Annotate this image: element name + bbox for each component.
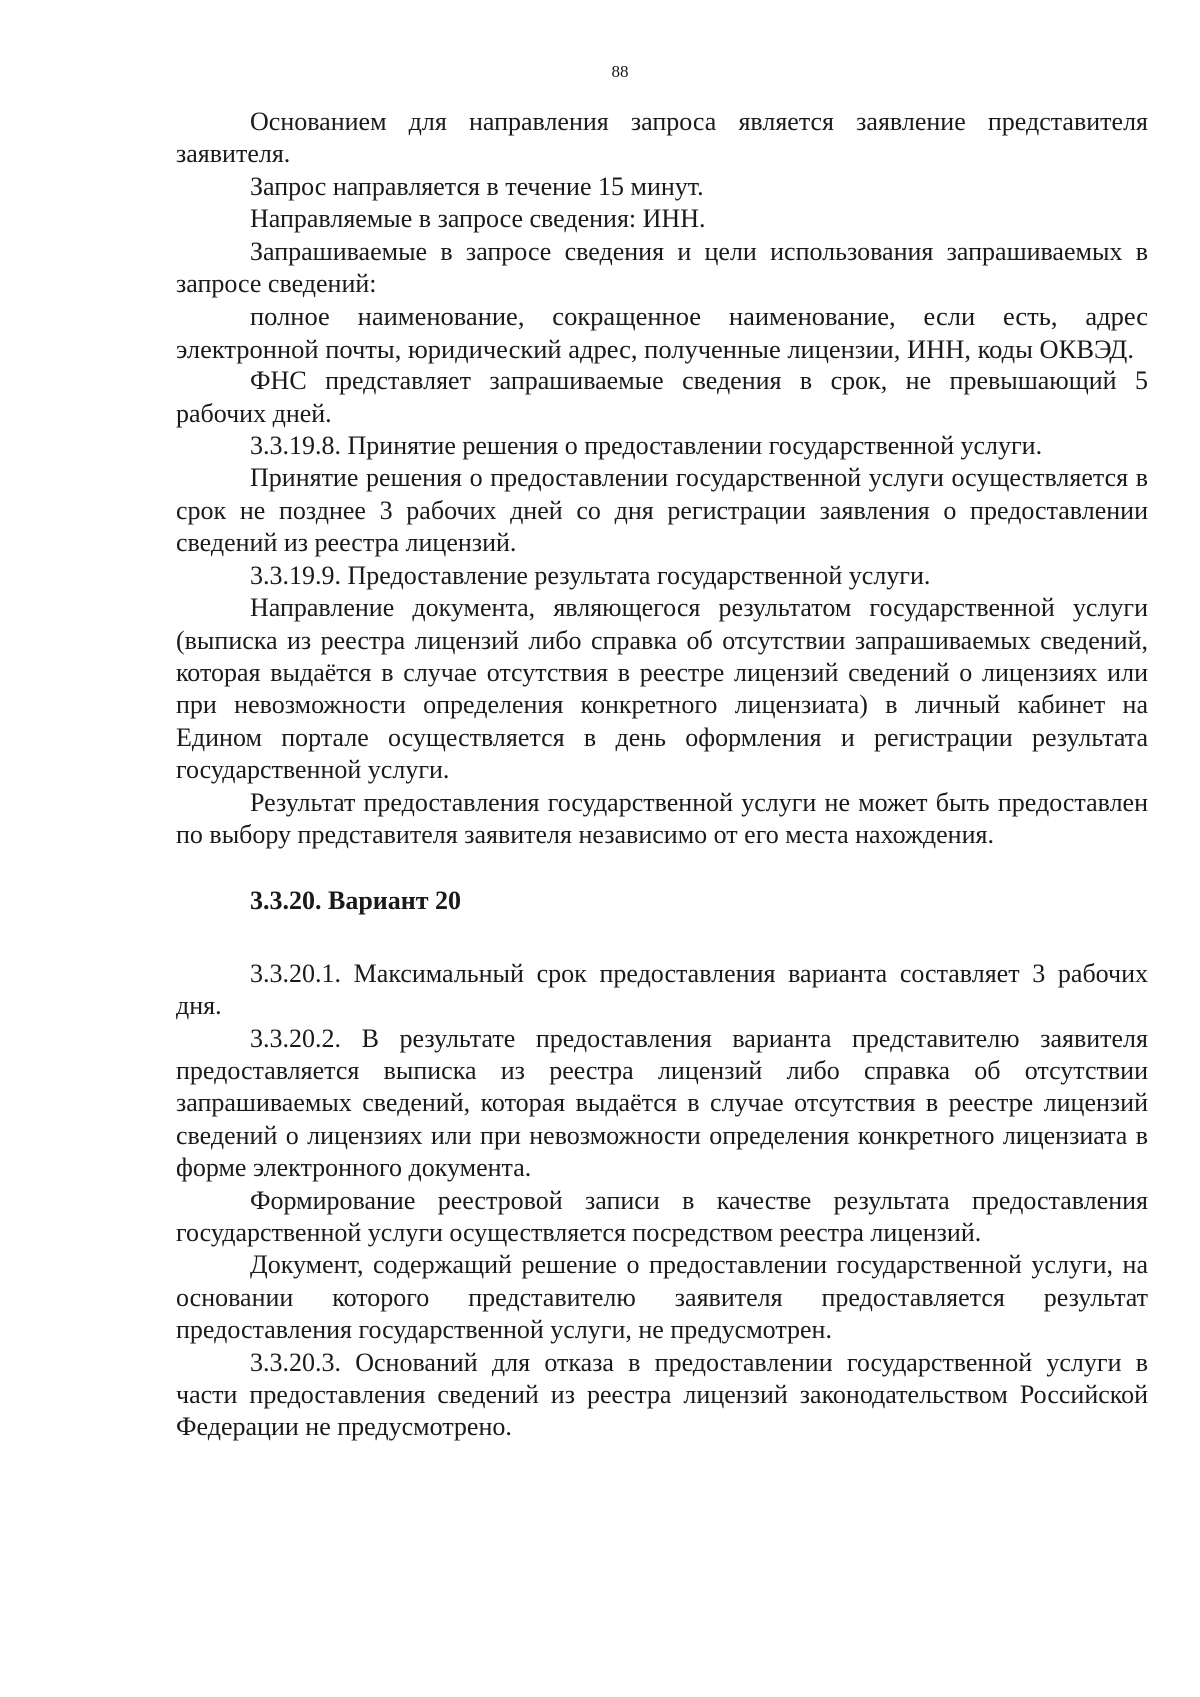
- paragraph: Запрос направляется в течение 15 минут.: [250, 171, 704, 201]
- paragraph: 3.3.20.1. Максимальный срок предоставления варианта составляет 3 рабочих дня.: [176, 958, 1148, 1021]
- paragraph: Направление документа, являющегося результатом государственной услуги (выписка из реестра лицензий либо справка об отсутствии запрашиваемых сведений, которая выдаётся в случае отсутствия в реестре лицензий сведений о лицензиях или при невозможности определения конкретного лицензиата) в личный кабинет на Едином портале осуществляется в день оформления и регистрации результата государственной услуги.: [176, 593, 1148, 785]
- paragraph: Основанием для направления запроса является заявление представителя заявителя.: [176, 107, 1148, 169]
- paragraph: ФНС представляет запрашиваемые сведения в срок, не превышающий 5 рабочих дней.: [176, 366, 1148, 428]
- paragraph: Принятие решения о предоставлении государственной услуги осуществляется в срок не позднее 3 рабочих дней со дня регистрации заявления о предоставлении сведений из реестра лицензий.: [176, 463, 1148, 558]
- paragraph: 3.3.20.3. Оснований для отказа в предоставлении государственной услуги в части предоставления сведений из реестра лицензий законодательством Российской Федерации не предусмотрено.: [176, 1347, 1148, 1442]
- paragraph: 3.3.19.9. Предоставление результата государственной услуги.: [250, 560, 931, 590]
- paragraph: Формирование реестровой записи в качестве результата предоставления государственной услуги осуществляется посредством реестра лицензий.: [176, 1185, 1148, 1247]
- page-number: 88: [611, 62, 629, 81]
- paragraph: Документ, содержащий решение о предоставлении государственной услуги, на основании которого представителю заявителя предоставляется результат предоставления государственной услуги, не предусмотрен.: [176, 1250, 1148, 1345]
- paragraph: 3.3.20.2. В результате предоставления варианта представителю заявителя предоставляется выписка из реестра лицензий либо справка об отсутствии запрашиваемых сведений, которая выдаётся в случае отсутствия в реестре лицензий сведений о лицензиях или при невозможности определения конкретного лицензиата в форме электронного документа.: [176, 1023, 1148, 1183]
- paragraph: Направляемые в запросе сведения: ИНН.: [250, 204, 706, 234]
- section-heading: 3.3.20. Вариант 20: [250, 886, 462, 916]
- paragraph: Запрашиваемые в запросе сведения и цели использования запрашиваемых в запросе сведений:: [176, 236, 1148, 299]
- paragraph: Результат предоставления государственной услуги не может быть предоставлен по выбору представителя заявителя независимо от его места нахождения.: [176, 787, 1148, 849]
- paragraph: полное наименование, сокращенное наименование, если есть, адрес электронной почты, юридический адрес, полученные лицензии, ИНН, коды ОКВЭД.: [176, 301, 1148, 364]
- paragraph: 3.3.19.8. Принятие решения о предоставлении государственной услуги.: [250, 431, 1043, 461]
- document-body: [176, 106, 1148, 1444]
